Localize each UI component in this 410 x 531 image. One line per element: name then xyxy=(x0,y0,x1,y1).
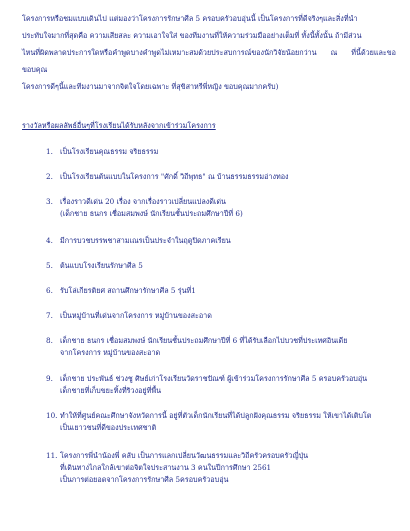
item-text: เด็กชาย ธนกร เชื่อมสมพงษ์ นักเรียนชั้นประถมศึกษาปีที่ 6 ที่ได้รับเลือกไปบวชที่ประเทศอินเดีย xyxy=(60,336,348,345)
list-item xyxy=(46,235,376,247)
list-item xyxy=(46,285,376,297)
list-item xyxy=(46,373,376,397)
list-item xyxy=(46,335,376,359)
item-number: 5. xyxy=(46,261,53,270)
list-item xyxy=(46,196,376,220)
list-item xyxy=(46,310,376,322)
item-text: ต้นแบบโรงเรียนรักษาศีล 5 xyxy=(60,261,143,270)
list-item xyxy=(46,410,376,434)
item-text: ทำให้ที่ศูนย์คณะศึกษาจังหวัดการนี้ อยู่ที่ตัวเด็กนักเรียนที่ได้ปลูกฝังคุณธรรม จริยธรรม ให้เขาได้เติบโต xyxy=(60,411,372,420)
item-number: 6. xyxy=(46,286,53,295)
item-number: 10. xyxy=(46,411,58,420)
item-text-continued: จากโครงการ หมู่บ้านของสะอาด xyxy=(60,348,161,357)
intro-line: โครงการดีๆนี้และทีมงานมาจากจิตใจโดยเฉพาะ ที่สุขิสาหรีพี่หญิง ขอบคุณมากครับ) xyxy=(22,82,279,91)
item-number: 4. xyxy=(46,236,53,245)
item-text: รับโล่เกียรติยศ สถานศึกษารักษาศีล 5 รุ่นที่1 xyxy=(60,286,196,295)
item-text-continued: เป็นเยาวชนที่ดีของประเทศชาติ xyxy=(60,423,157,432)
item-number: 2. xyxy=(46,172,53,181)
item-text-continued: เป็นการต่อยอดจากโครงการรักษาศีล 5ครอบครัวอบอุ่น xyxy=(60,475,229,484)
list-item xyxy=(46,260,376,272)
item-text-continued: ที่เดินทางไกลใกล้เขาต่อจิตใจประสานงาน 3 คนในปีการศึกษา 2561 xyxy=(60,463,272,472)
item-text: เรื่องราวดีเด่น 20 เรื่อง จากเรื่องราวเปลี่ยนแปลงดีเด่น xyxy=(60,197,226,206)
list-item xyxy=(46,171,376,183)
intro-line: ประทับใจมากที่สุดคือ ความเสียสละ ความเอาใจใส่ ของทีมงานที่ให้ความร่วมมืออย่างเต็มที่ ทั้งนี้ทั้งนั้น ถ้ามีส่วน xyxy=(22,31,362,40)
item-number: 8. xyxy=(46,336,53,345)
item-number: 1. xyxy=(46,147,53,156)
section-title: รางวัลหรือผลลัพธ์อื่นๆที่โรงเรียนได้รับหลังจากเข้าร่วมโครงการ xyxy=(22,121,216,130)
list-item xyxy=(46,146,376,158)
item-text: เด็กชาย ประพันธ์ ช่วงชู ศิษย์เก่าโรงเรียนวัดราชปัณฑ์ ผู้เข้าร่วมโครงการรักษาศีล 5 ครอบครัวอบอุ่น xyxy=(60,374,368,383)
intro-line: โครงการหรือชมแบบเดินไป แต่มองว่าโครงการรักษาศีล 5 ครอบครัวอบอุ่นนี้ เป็นโครงการที่ดีจริงๆและสิ่งที่นำ xyxy=(22,14,358,23)
list-item xyxy=(46,450,376,486)
item-text: โครงการพี่นำน้องพี่ คลับ เป็นการแลกเปลี่ยนวัฒนธรรมและวิถีครัวครอบครัวญี่ปุ่น xyxy=(60,451,309,460)
item-text: เป็นโรงเรียนต้นแบบในโครงการ "ศักดิ์ วิถีพุทธ" ณ บ้านธรรมธรรมอ่างทอง xyxy=(60,172,289,181)
intro-line: ไหนที่ผิดพลาดประการใดหรือคำพูดบางคำพูดไม่เหมาะสมด้วยประสบการณ์ของนักวิจัยน้อยกว่าน ณ ที่นี้ด้วยและขอขอบคุณ xyxy=(22,48,396,74)
item-text: เป็นโรงเรียนคุณธรรม จริยธรรม xyxy=(60,147,159,156)
item-text: เป็นหมู่บ้านที่เด่นจากโครงการ หมู่บ้านของสะอาด xyxy=(60,311,212,320)
item-number: 9. xyxy=(46,374,53,383)
item-text-continued: (เด็กชาย ธนกร เชื่อมสมพงษ์ นักเรียนชั้นประถมศึกษาปีที่ 6) xyxy=(60,209,243,218)
item-number: 7. xyxy=(46,311,53,320)
item-text-continued: เด็กชายที่เก็บขยะทิ้งที่ริวงอยู่ที่พื้น xyxy=(60,386,162,395)
item-number: 11. xyxy=(46,451,58,460)
item-number: 3. xyxy=(46,197,53,206)
item-text: มีการบวชบรรพชาสามเณรเป็นประจำในฤดูปิดภาคเรียน xyxy=(60,236,231,245)
